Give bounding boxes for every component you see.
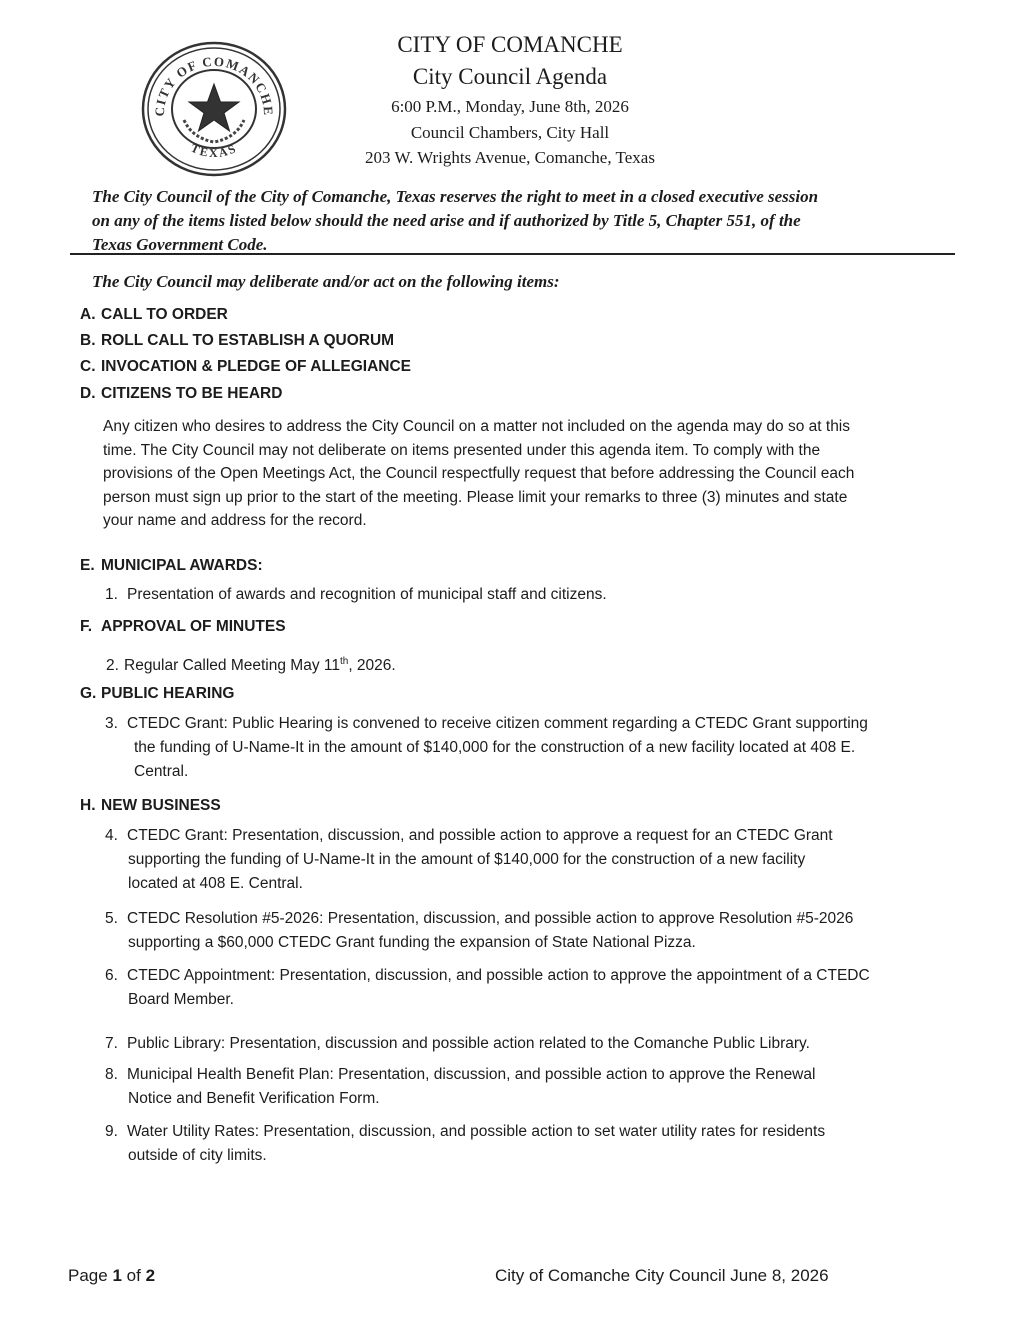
agenda-item-1	[105, 583, 945, 607]
section-roll-call	[80, 332, 394, 350]
section-letter: B.	[80, 332, 96, 349]
section-letter: C.	[80, 358, 96, 375]
item-text: Public Library: Presentation, discussion and possible action related to the Comanche Public Library.	[127, 1035, 810, 1052]
city-seal	[140, 40, 288, 178]
page-total: 2	[145, 1266, 156, 1285]
page-current: 1	[112, 1266, 122, 1285]
section-approval-minutes	[80, 618, 286, 636]
section-title: CALL TO ORDER	[101, 306, 228, 323]
item-number: 5.	[105, 910, 118, 927]
item-text: supporting a $60,000 CTEDC Grant funding the expansion of State National Pizza.	[128, 934, 696, 951]
meeting-address: 203 W. Wrights Avenue, Comanche, Texas	[365, 148, 655, 167]
agenda-item-6	[105, 964, 945, 1012]
paragraph-line: your name and address for the record.	[103, 512, 367, 529]
item-text: CTEDC Grant: Presentation, discussion, and possible action to approve a request for an CTEDC Grant	[127, 827, 833, 844]
section-new-business	[80, 797, 221, 815]
item-number: 1.	[105, 586, 118, 603]
agenda-item-4	[105, 824, 945, 896]
section-citizens-heard	[80, 385, 282, 403]
deliberate-statement: The City Council may deliberate and/or act on the following items:	[92, 272, 560, 291]
agenda-item-9	[105, 1120, 945, 1168]
item-number: 7.	[105, 1035, 118, 1052]
agenda-item-8	[105, 1063, 945, 1111]
paragraph-line: time. The City Council may not deliberate on items presented under this agenda item. To comply with the	[103, 441, 821, 459]
section-letter: F.	[80, 618, 93, 635]
section-letter: A.	[80, 306, 96, 323]
section-call-to-order	[80, 306, 228, 324]
agenda-item-5	[105, 907, 945, 955]
section-title: NEW BUSINESS	[101, 797, 221, 814]
item-text: located at 408 E. Central.	[128, 875, 303, 892]
section-title: CITIZENS TO BE HEARD	[101, 385, 283, 402]
section-title: APPROVAL OF MINUTES	[101, 618, 286, 635]
header-city: CITY OF COMANCHE	[397, 32, 623, 57]
item-text: Municipal Health Benefit Plan: Presentation, discussion, and possible action to approve the Renewal	[127, 1066, 816, 1083]
item-text: the funding of U-Name-It in the amount of $140,000 for the construction of a new facility located at 408 E.	[134, 739, 856, 756]
page-word: Page	[68, 1266, 108, 1285]
star-icon	[189, 84, 239, 131]
paragraph-line: Any citizen who desires to address the City Council on a matter not included on the agenda may do so at this	[103, 418, 851, 435]
notice-line: on any of the items listed below should the need arise and if authorized by Title 5, Chapter 551, of the	[92, 211, 801, 230]
item-text-after: , 2026.	[348, 657, 396, 675]
citizens-heard-paragraph	[103, 415, 943, 533]
meeting-datetime: 6:00 P.M., Monday, June 8th, 2026	[391, 97, 629, 116]
section-letter: E.	[80, 557, 95, 574]
page-number	[68, 1266, 155, 1286]
item-text: Central.	[134, 763, 189, 780]
ordinal-suffix: th	[339, 656, 349, 667]
section-invocation	[80, 358, 411, 376]
agenda-title: City Council Agenda	[412, 64, 608, 89]
notice-line: The City Council of the City of Comanche, Texas reserves the right to meet in a closed executive session	[92, 187, 819, 206]
paragraph-line: person must sign up prior to the start of the meeting. Please limit your remarks to three (3) minutes and state	[103, 488, 848, 506]
item-number: 2.	[106, 657, 119, 675]
executive-session-notice	[92, 185, 952, 257]
item-number: 3.	[105, 715, 118, 732]
item-text: Water Utility Rates: Presentation, discussion, and possible action to set water utility rates for residents	[127, 1123, 826, 1140]
item-text: CTEDC Appointment: Presentation, discussion, and possible action to approve the appointment of a CTEDC	[127, 967, 870, 984]
section-title: ROLL CALL TO ESTABLISH A QUORUM	[101, 332, 395, 349]
section-title: INVOCATION & PLEDGE OF ALLEGIANCE	[101, 358, 412, 375]
item-text: CTEDC Grant: Public Hearing is convened to receive citizen comment regarding a CTEDC Grant supporting	[127, 715, 868, 732]
item-number: 9.	[105, 1123, 118, 1140]
agenda-item-2	[106, 650, 946, 678]
item-text: Notice and Benefit Verification Form.	[128, 1090, 380, 1107]
notice-line: Texas Government Code.	[92, 235, 268, 254]
item-number: 8.	[105, 1066, 118, 1083]
item-number: 6.	[105, 967, 118, 984]
of-word: of	[126, 1266, 141, 1285]
section-title: PUBLIC HEARING	[101, 685, 235, 702]
section-letter: D.	[80, 385, 96, 402]
paragraph-line: provisions of the Open Meetings Act, the Council respectfully request that before addressing the Council each	[103, 465, 855, 482]
item-text: outside of city limits.	[128, 1147, 267, 1164]
item-number: 4.	[105, 827, 118, 844]
item-text: Regular Called Meeting May 11	[124, 657, 340, 675]
item-text: supporting the funding of U-Name-It in the amount of $140,000 for the construction of a new facility	[128, 851, 806, 868]
meeting-location: Council Chambers, City Hall	[410, 123, 610, 142]
item-text: CTEDC Resolution #5-2026: Presentation, discussion, and possible action to approve Resolution #5-2026	[127, 910, 854, 927]
section-title: MUNICIPAL AWARDS:	[101, 557, 263, 574]
agenda-item-3	[105, 712, 945, 784]
section-letter: G.	[80, 685, 97, 702]
item-text: Board Member.	[128, 991, 234, 1008]
agenda-item-7	[105, 1032, 945, 1056]
seal-ring-text-top: CITY OF COMANCHE	[151, 53, 277, 117]
svg-text:TEXAS	[189, 141, 240, 160]
item-text: Presentation of awards and recognition of municipal staff and citizens.	[127, 586, 607, 603]
section-municipal-awards	[80, 557, 263, 575]
header-divider	[70, 253, 955, 255]
section-letter: H.	[80, 797, 96, 814]
section-public-hearing	[80, 685, 234, 703]
footer-meeting-info: City of Comanche City Council June 8, 2026	[495, 1266, 829, 1285]
seal-ring-text-bottom: TEXAS	[188, 140, 240, 161]
